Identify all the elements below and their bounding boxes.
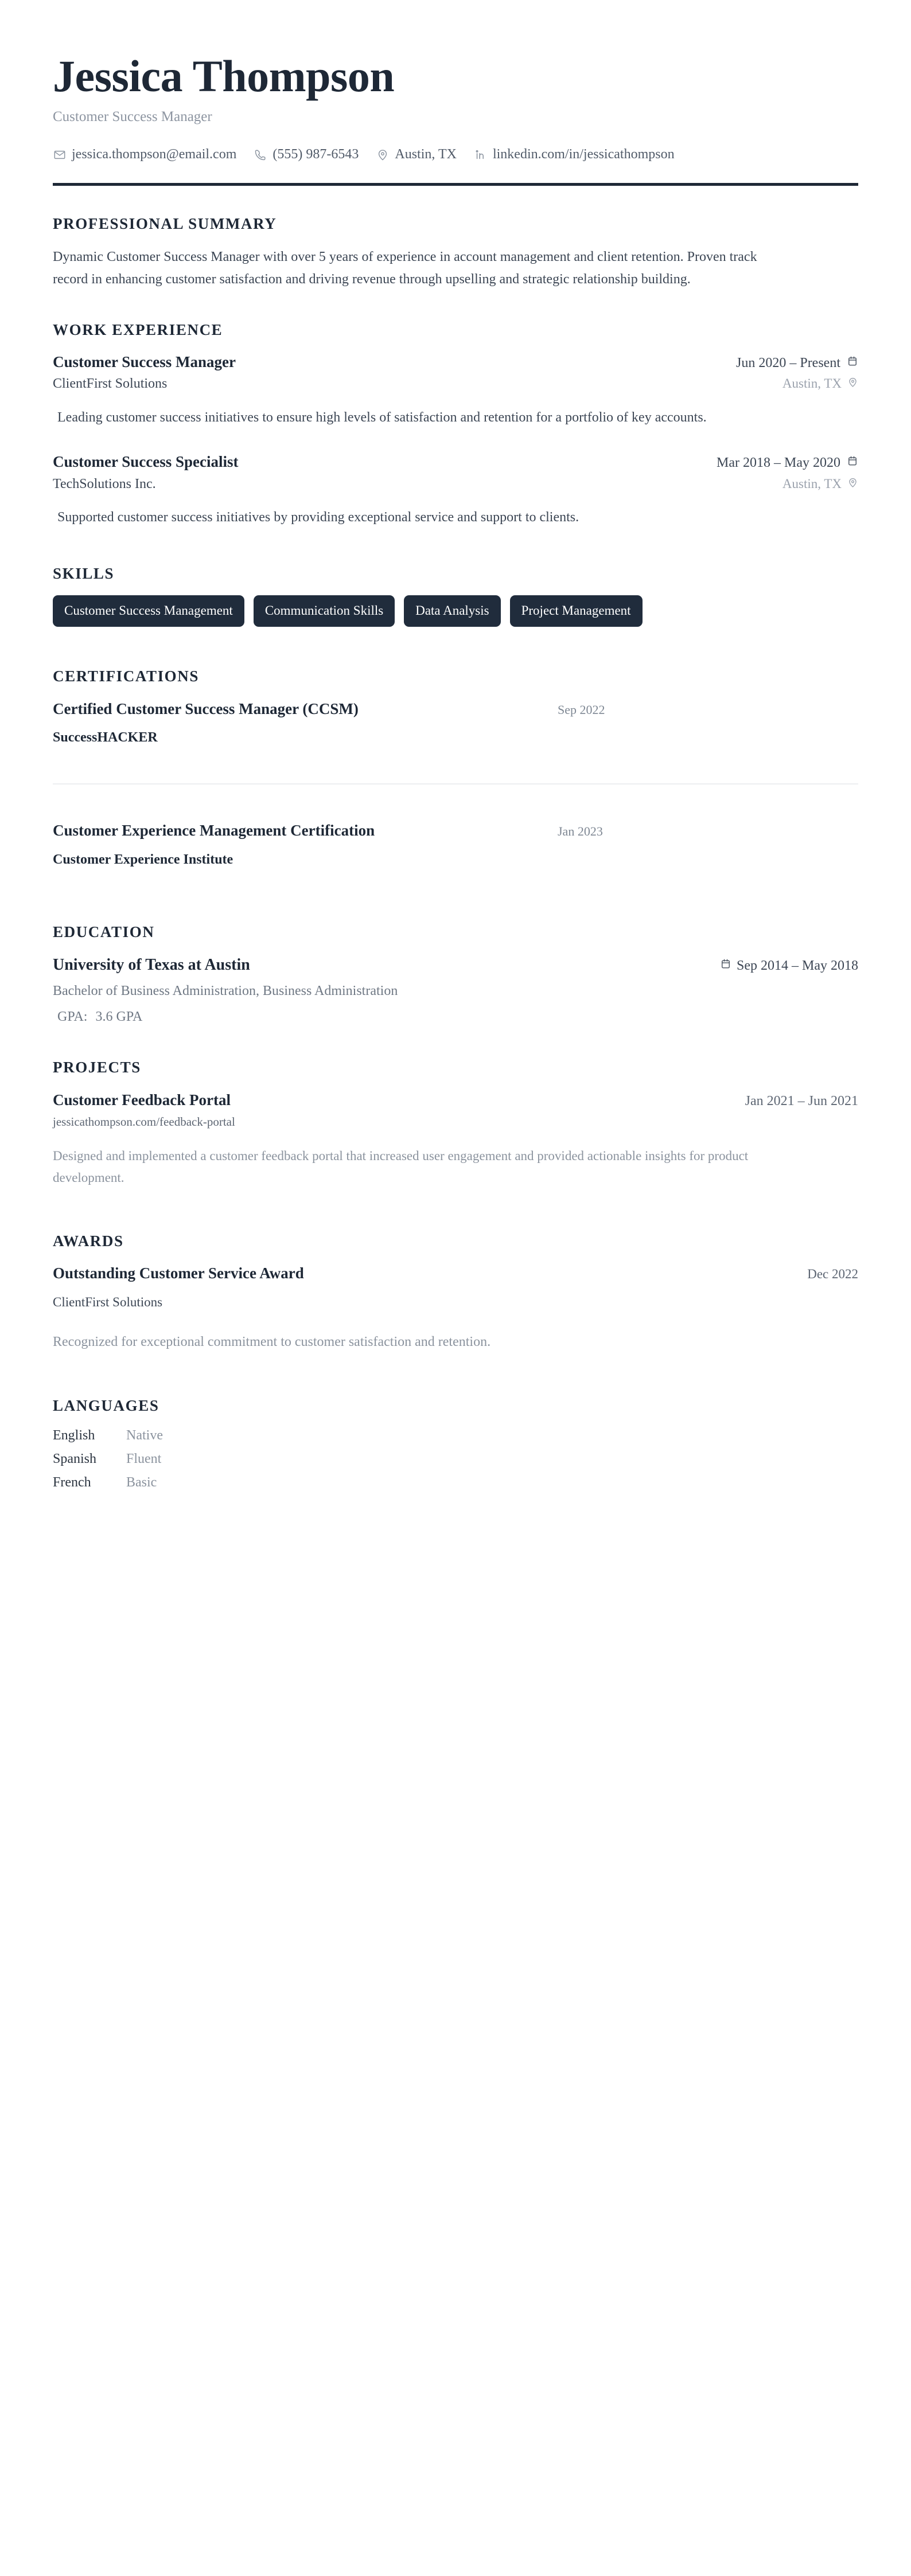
experience-location-text: Austin, TX [782, 476, 842, 491]
section-title-awards: AWARDS [53, 1232, 124, 1250]
education-degree: Bachelor of Business Administration, Business Administration [53, 983, 398, 999]
experience-title-row [53, 352, 858, 372]
experience-item [53, 451, 858, 528]
map-pin-icon [847, 477, 858, 491]
experience-date-text: Mar 2018 – May 2020 [717, 455, 840, 471]
award-name: Outstanding Customer Service Award [53, 1264, 304, 1282]
envelope-icon [53, 148, 67, 162]
certification-name: Certified Customer Success Manager (CCSM) [53, 700, 359, 717]
section-education [53, 923, 858, 1025]
experience-company: TechSolutions Inc. [53, 476, 156, 491]
project-item [53, 1090, 858, 1188]
experience-company-row [53, 374, 858, 394]
certification-name-row [53, 698, 858, 719]
experience-date-text: Jun 2020 – Present [736, 355, 840, 370]
award-description: Recognized for exceptional commitment to customer satisfaction and retention. [53, 1334, 491, 1349]
language-level: Native [126, 1427, 163, 1443]
experience-company-row [53, 475, 858, 494]
section-professional-summary [53, 214, 858, 290]
experience-item [53, 352, 858, 428]
contact-email-text: jessica.thompson@email.com [72, 147, 237, 162]
certification-name-row [53, 820, 858, 841]
education-date-text: Sep 2014 – May 2018 [737, 958, 858, 973]
experience-location [782, 477, 858, 491]
skill-pill[interactable]: Project Management [510, 595, 643, 627]
contact-linkedin-text: linkedin.com/in/jessicathompson [492, 147, 675, 162]
map-pin-icon [376, 148, 390, 162]
project-name: Customer Feedback Portal [53, 1091, 231, 1109]
education-school: University of Texas at Austin [53, 955, 250, 974]
section-certifications [53, 667, 858, 872]
language-row [53, 1428, 858, 1443]
award-date: Dec 2022 [807, 1267, 858, 1282]
award-issuer: ClientFirst Solutions [53, 1294, 163, 1309]
experience-company: ClientFirst Solutions [53, 376, 168, 392]
section-awards [53, 1232, 858, 1353]
language-row [53, 1451, 858, 1467]
section-title-summary: PROFESSIONAL SUMMARY [53, 215, 277, 233]
experience-description: Supported customer success initiatives by providing exceptional service and support to clients. [57, 510, 579, 525]
language-row [53, 1475, 858, 1490]
language-level: Fluent [126, 1451, 162, 1466]
experience-position: Customer Success Specialist [53, 453, 239, 471]
education-item [53, 954, 858, 1025]
education-date [720, 958, 858, 974]
language-name: Spanish [53, 1451, 97, 1466]
language-level: Basic [126, 1474, 157, 1490]
certification-item [53, 698, 858, 751]
contact-phone-text: (555) 987-6543 [272, 147, 359, 162]
section-title-projects: PROJECTS [53, 1059, 141, 1076]
experience-description: Leading customer success initiatives to ensure high levels of satisfaction and retention for a portfolio of key accounts. [57, 409, 707, 425]
summary-text: Dynamic Customer Success Manager with over 5 years of experience in account management and client retention. Proven track record in enhancing customer satisfaction and driving revenue through upselling and strategic relationship building. [53, 249, 757, 287]
project-date: Jan 2021 – Jun 2021 [745, 1093, 858, 1109]
linkedin-icon [474, 148, 488, 162]
header-divider [53, 183, 858, 186]
project-name-row [53, 1090, 858, 1110]
award-name-row [53, 1263, 858, 1283]
section-skills [53, 564, 858, 627]
award-item [53, 1263, 858, 1353]
section-projects [53, 1058, 858, 1188]
skill-pill[interactable]: Customer Success Management [53, 595, 244, 627]
section-title-education: EDUCATION [53, 923, 155, 941]
section-work-experience [53, 321, 858, 529]
certification-item [53, 820, 858, 872]
contact-location-text: Austin, TX [395, 147, 457, 162]
language-name: French [53, 1474, 91, 1490]
contact-email[interactable] [53, 147, 236, 162]
experience-location-text: Austin, TX [782, 376, 842, 391]
certification-issuer: Customer Experience Institute [53, 852, 233, 867]
education-gpa-value: 3.6 GPA [95, 1009, 143, 1025]
project-description: Designed and implemented a customer feedback portal that increased user engagement and provided actionable insights for product development. [53, 1149, 749, 1185]
education-gpa [57, 1009, 858, 1025]
contact-location[interactable] [376, 147, 457, 162]
section-title-certifications: CERTIFICATIONS [53, 668, 199, 685]
calendar-icon [847, 454, 858, 472]
phone-icon [254, 148, 267, 162]
map-pin-icon [847, 376, 858, 391]
certification-name: Customer Experience Management Certification [53, 822, 375, 840]
skill-pill-list [53, 595, 799, 627]
skill-pill[interactable]: Data Analysis [404, 595, 500, 627]
candidate-headline: Customer Success Manager [53, 108, 212, 124]
education-school-row [53, 954, 858, 976]
contact-phone[interactable] [254, 147, 359, 162]
language-list [53, 1428, 858, 1490]
skill-pill[interactable]: Communication Skills [254, 595, 395, 627]
contact-row [53, 147, 858, 162]
experience-position: Customer Success Manager [53, 353, 236, 370]
resume-header [53, 53, 858, 186]
experience-date [736, 354, 858, 372]
calendar-icon [720, 958, 731, 974]
experience-location [782, 376, 858, 391]
certification-divider [53, 783, 858, 784]
contact-linkedin[interactable] [474, 147, 675, 162]
experience-date [717, 454, 858, 472]
section-title-languages: LANGUAGES [53, 1397, 159, 1415]
certification-date: Sep 2022 [558, 702, 605, 717]
section-languages [53, 1396, 858, 1490]
section-title-experience: WORK EXPERIENCE [53, 321, 223, 338]
calendar-icon [847, 354, 858, 372]
candidate-name: Jessica Thompson [53, 51, 395, 101]
section-title-skills: SKILLS [53, 564, 115, 582]
language-name: English [53, 1427, 95, 1443]
experience-title-row [53, 451, 858, 472]
project-url[interactable]: jessicathompson.com/feedback-portal [53, 1115, 235, 1129]
certification-issuer: SuccessHACKER [53, 729, 158, 745]
certification-date: Jan 2023 [558, 824, 603, 839]
education-gpa-label: GPA: [57, 1009, 88, 1025]
